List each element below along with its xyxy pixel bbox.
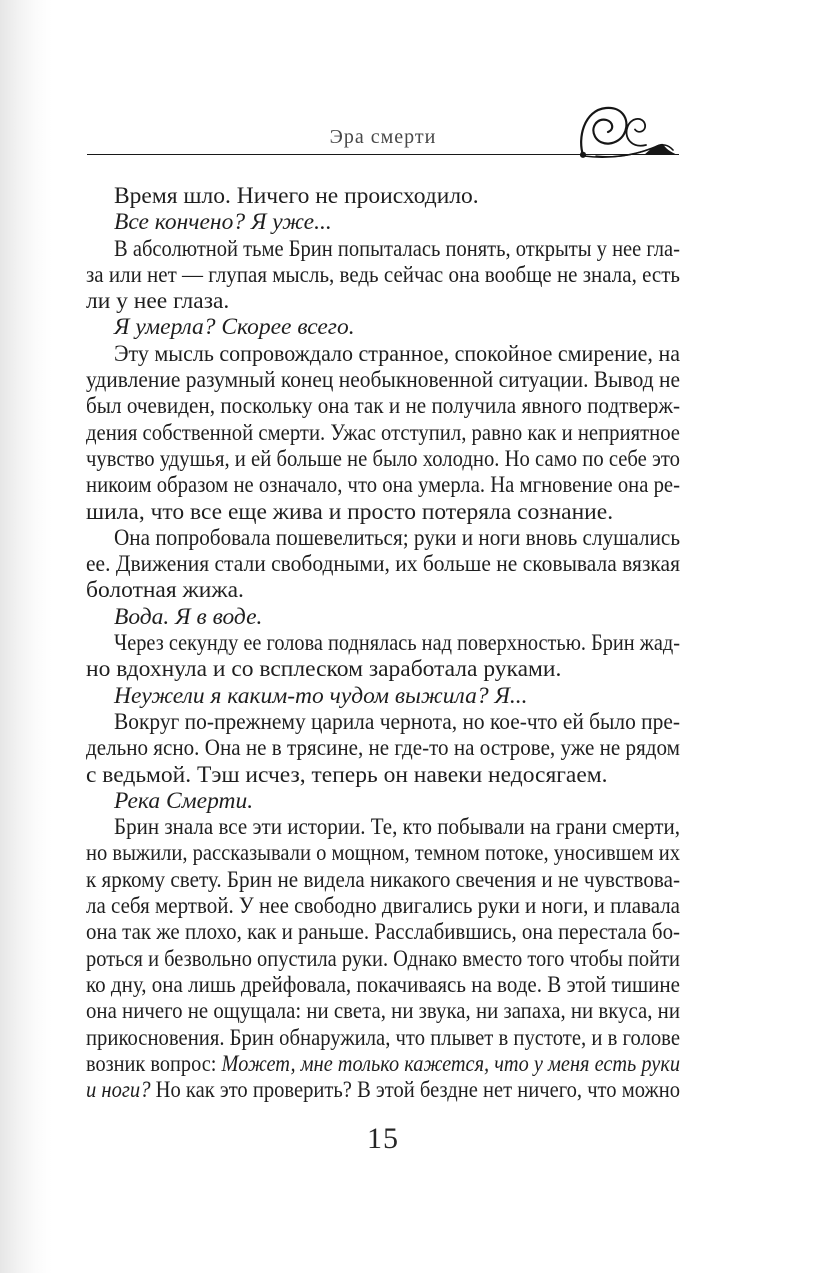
text-line: шила, что все еще жива и просто потеряла сознание. [86,498,614,525]
text-line: роться и безвольно опустила руки. Однако вместо того чтобы пойти [86,945,680,972]
page-number: 15 [367,1122,399,1155]
text-line: ла себя мертвой. У нее свободно двигались руки и ноги, и плавала [86,893,680,920]
text-line: за или нет — глупая мысль, ведь сейчас она вообще не знала, есть [86,261,680,288]
text-line: Река Смерти. [114,787,254,814]
text-line: дельно ясно. Она не в трясине, не где-то на острове, уже не рядом [86,735,680,762]
text-line: Вода. Я в воде. [114,603,263,630]
text-line: но вдохнула и со всплеском заработала руками. [86,656,562,683]
text-line: Время шло. Ничего не происходило. [114,183,479,209]
text-line: и ноги? Но как это проверить? В этой бездне нет ничего, что можно [86,1077,680,1104]
text-line: дения собственной смерти. Ужас отступил, равно как и неприятное [86,419,680,446]
text-line: ее. Движения стали свободными, их больше не сковывала вязкая [86,551,680,578]
text-line: ко дну, она лишь дрейфовала, покачиваясь на воде. В этой тишине [86,971,680,998]
text-line: Я умерла? Скорее всего. [114,314,355,341]
flourish-swirl-icon [560,98,700,162]
text-line: к яркому свету. Брин не видела никакого свечения и не чувствова- [86,866,680,893]
page-gutter-shadow [0,0,52,1273]
text-line: прикосновения. Брин обнаружила, что плывет в пустоте, и в голове [86,1024,680,1051]
text-line: Через секунду ее голова поднялась над поверхностью. Брин жад- [114,630,680,657]
text-line: был очевиден, поскольку она так и не получила явного подтверж- [86,393,680,420]
text-line: чувство удушья, и ей больше не было холодно. Но само по себе это [86,445,680,472]
text-line: она ничего не ощущала: ни света, ни звука, ни запаха, ни вкуса, ни [86,998,680,1025]
text-line: болотная жижа. [86,577,244,604]
text-line: Брин знала все эти истории. Те, кто побывали на грани смерти, [114,814,680,841]
text-line: Вокруг по-прежнему царила чернота, но кое-что ей было пре- [114,708,680,735]
running-head-title: Эра смерти [329,126,437,148]
text-line: возник вопрос: Может, мне только кажется, что у меня есть руки [86,1050,680,1077]
text-line: удивление разумный конец необыкновенной ситуации. Вывод не [86,367,680,394]
text-line: Неужели я каким-то чудом выжила? Я... [114,682,528,709]
text-line: Она попробовала пошевелиться; руки и ноги вновь слушались [114,524,680,551]
text-line: с ведьмой. Тэш исчез, теперь он навеки недосягаем. [86,761,608,788]
text-line: В абсолютной тьме Брин попыталась понять, открыты у нее гла- [114,235,680,262]
text-line: ли у нее глаза. [86,288,230,315]
text-line: но выжили, рассказывали о мощном, темном потоке, уносившем их [86,840,680,867]
text-line: Эту мысль сопровождало странное, спокойное смирение, на [114,340,680,367]
body-text [86,183,680,1103]
text-line: никоим образом не означало, что она умерла. На мгновение она ре- [86,472,680,499]
text-line: Все кончено? Я уже... [114,209,332,236]
text-line: она так же плохо, как и раньше. Расслабившись, она перестала бо- [86,919,680,946]
